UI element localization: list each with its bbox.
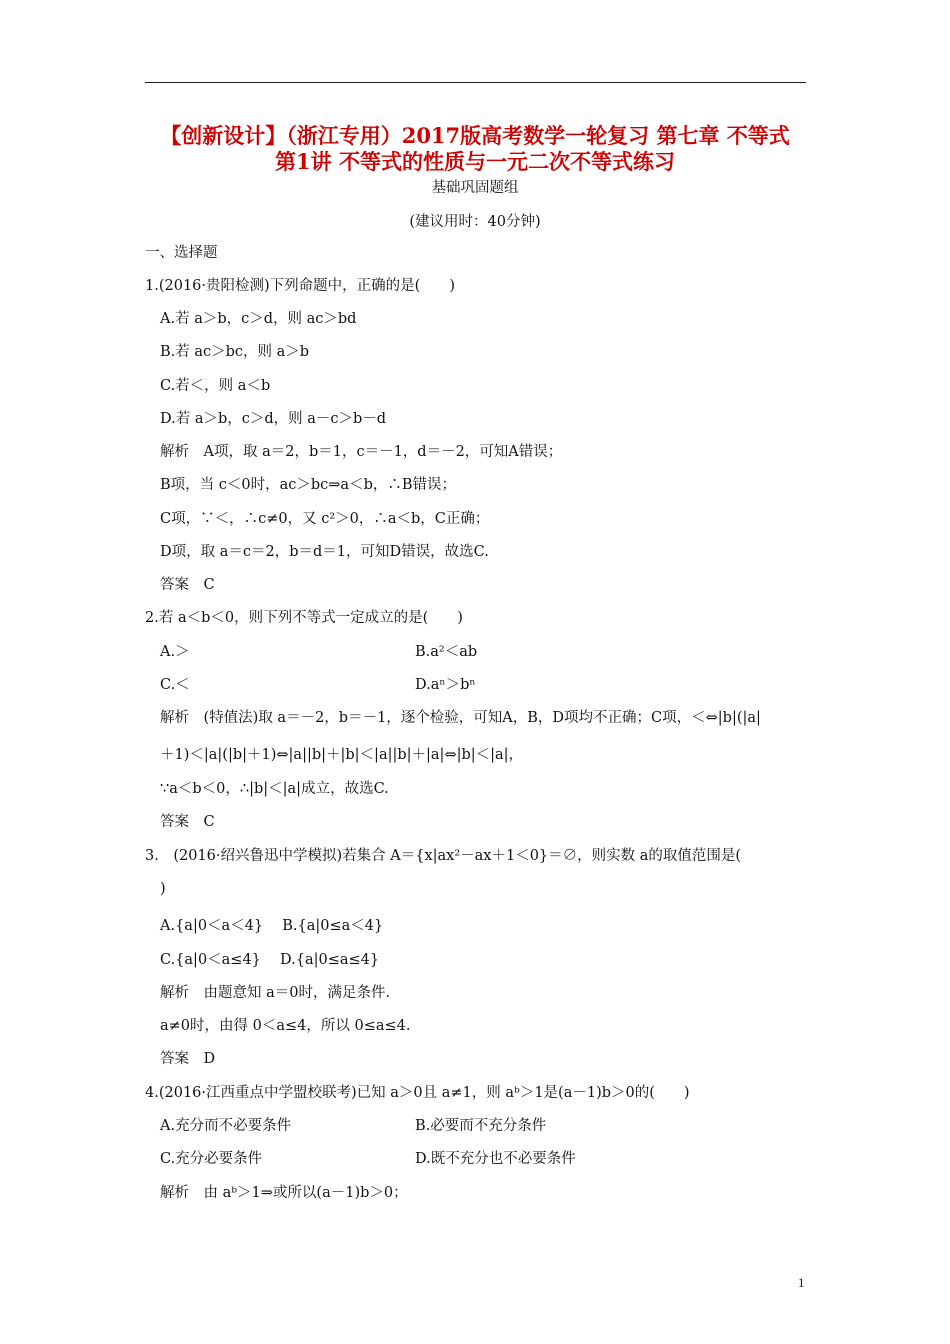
- q1-analysis-d: D项，取 a＝c＝2，b＝d＝1，可知D错误，故选C.: [160, 544, 489, 560]
- q1-analysis-c: C项，∵＜，∴c≠0，又 c²＞0，∴a＜b，C正确；: [160, 511, 490, 527]
- group-heading: 基础巩固题组: [431, 180, 519, 196]
- time-hint: (建议用时：40分钟): [409, 214, 541, 230]
- header-rule: [145, 82, 806, 83]
- question-4: 4.(2016·江西重点中学盟校联考)已知 a＞0且 a≠1，则 aᵇ＞1是(a－1)b＞0的( ): [145, 1085, 690, 1101]
- q4-option-b: B.必要而不充分条件: [415, 1118, 547, 1134]
- q1-option-a: A.若 a＞b，c＞d，则 ac＞bd: [160, 311, 357, 327]
- page-number: 1: [798, 1275, 805, 1290]
- q2-option-d: D.aⁿ＞bⁿ: [415, 677, 476, 693]
- q4-analysis: 解析 由 aᵇ＞1⇒或所以(a－1)b＞0；: [160, 1185, 408, 1201]
- question-1: 1.(2016·贵阳检测)下列命题中，正确的是( ): [145, 278, 455, 294]
- question-2: 2.若 a＜b＜0，则下列不等式一定成立的是( ): [145, 610, 463, 626]
- document-title-line1: 【创新设计】（浙江专用）2017版高考数学一轮复习 第七章 不等式: [160, 123, 790, 148]
- q1-option-b: B.若 ac＞bc，则 a＞b: [160, 344, 310, 360]
- q1-analysis-b: B项，当 c＜0时，ac＞bc⇒a＜b，∴B错误；: [160, 477, 457, 493]
- q2-analysis-cont: ＋1)＜|a|(|b|＋1)⇔|a||b|＋|b|＜|a||b|＋|a|⇔|b|＜|a|，: [160, 747, 524, 763]
- q2-analysis: 解析 (特值法)取 a＝－2，b＝－1，逐个检验，可知A，B，D项均不正确；C项，＜⇔|b|(|a|: [160, 710, 761, 726]
- q1-option-d: D.若 a＞b，c＞d，则 a－c＞b－d: [160, 411, 387, 427]
- section-heading: 一、选择题: [145, 245, 218, 261]
- q2-option-b: B.a²＜ab: [415, 644, 478, 660]
- question-3: 3. (2016·绍兴鲁迅中学模拟)若集合 A＝{x|ax²－ax＋1＜0}＝∅，则实数 a的取值范围是(: [145, 848, 742, 864]
- q3-answer: 答案 D: [160, 1051, 216, 1067]
- q4-option-c: C.充分必要条件: [160, 1151, 263, 1167]
- q2-option-c: C.＜: [160, 677, 190, 693]
- q2-answer: 答案 C: [160, 814, 215, 830]
- q3-options-cd: C.{a|0＜a≤4} D.{a|0≤a≤4}: [160, 952, 380, 968]
- q1-analysis: 解析 A项，取 a＝2，b＝1，c＝－1，d＝－2，可知A错误；: [160, 444, 563, 460]
- q4-option-a: A.充分而不必要条件: [160, 1118, 292, 1134]
- q2-analysis-end: ∵a＜b＜0，∴|b|＜|a|成立，故选C.: [160, 781, 389, 797]
- q1-option-c: C.若＜，则 a＜b: [160, 378, 271, 394]
- document-title-line2: 第1讲 不等式的性质与一元二次不等式练习: [275, 149, 675, 174]
- q4-option-d: D.既不充分也不必要条件: [415, 1151, 576, 1167]
- question-3-cont: ): [160, 881, 166, 897]
- q3-options-ab: A.{a|0＜a＜4} B.{a|0≤a＜4}: [160, 918, 384, 934]
- q3-analysis-cont: a≠0时，由得 0＜a≤4，所以 0≤a≤4.: [160, 1018, 411, 1034]
- q3-analysis: 解析 由题意知 a＝0时，满足条件.: [160, 985, 391, 1001]
- q1-answer: 答案 C: [160, 577, 215, 593]
- q2-option-a: A.＞: [160, 644, 190, 660]
